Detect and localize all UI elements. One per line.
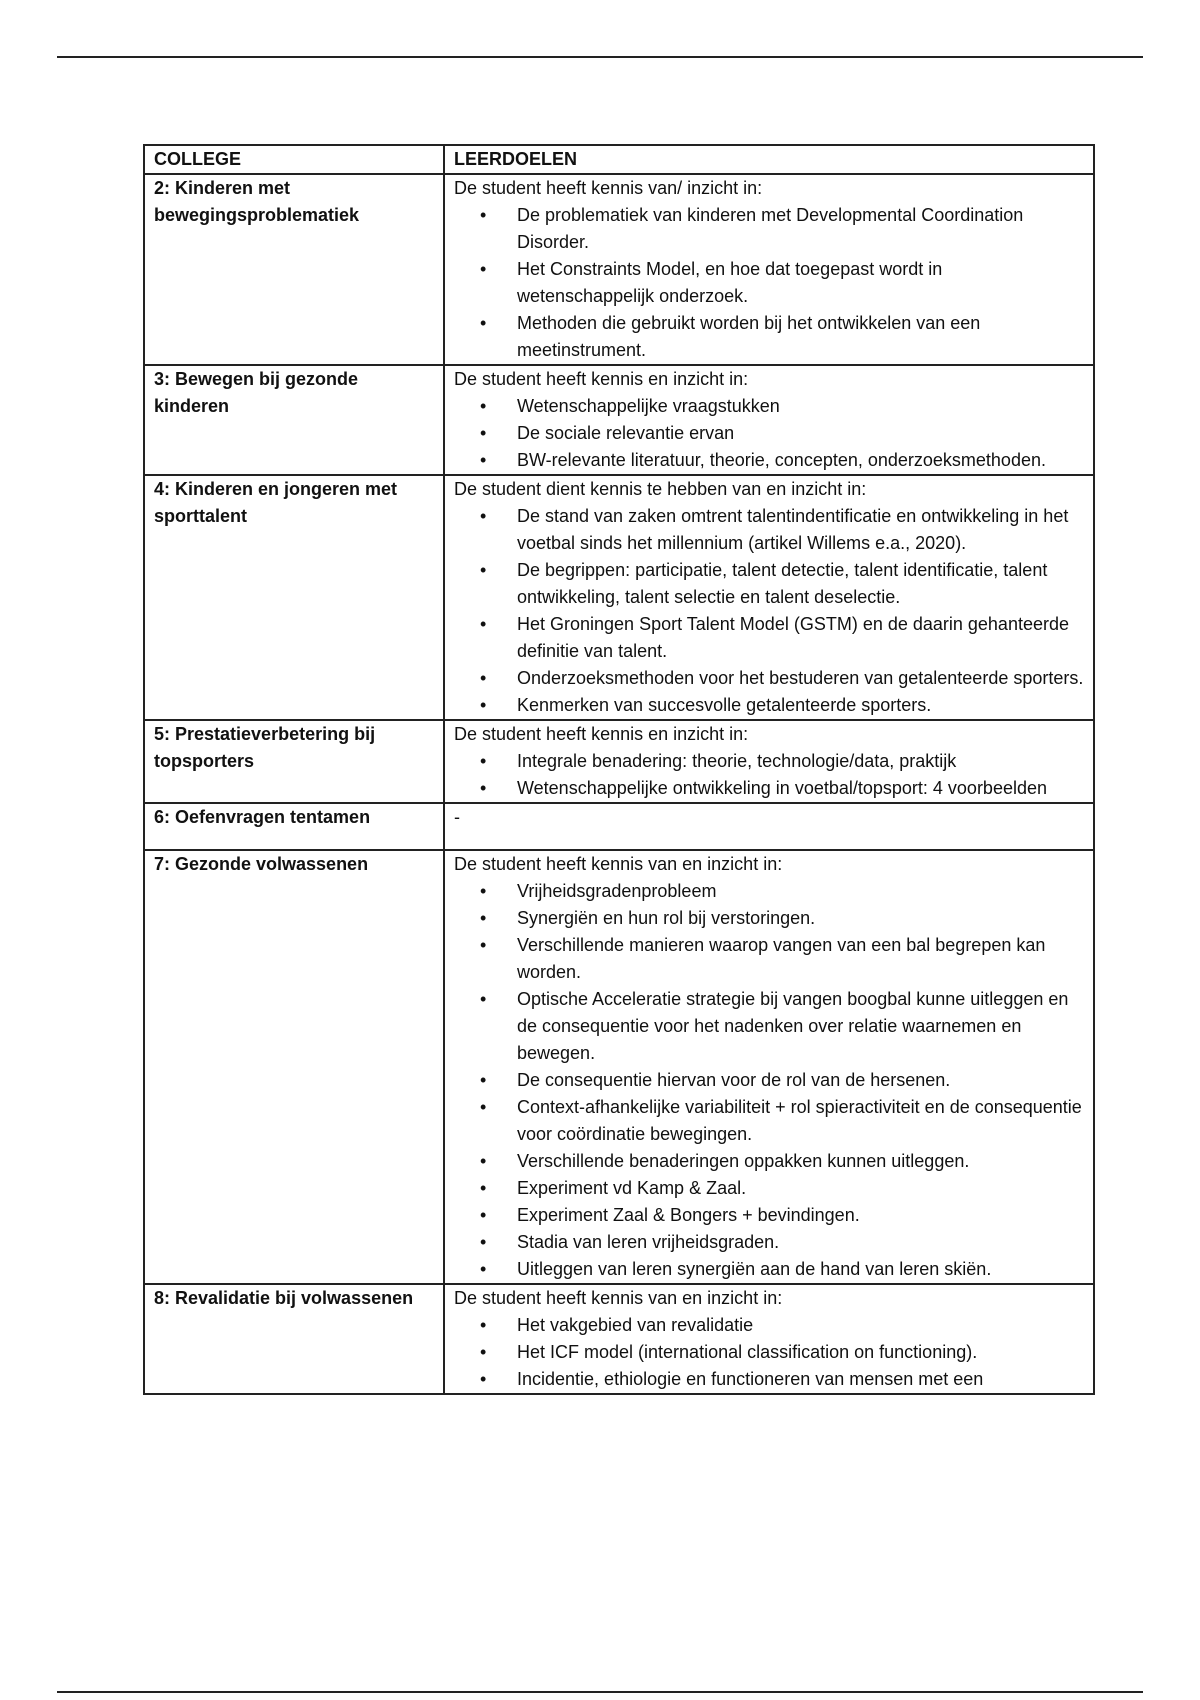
- leerdoelen-list: [454, 878, 1084, 1283]
- list-item: • Optische Acceleratie strategie bij vangen boogbal kunne uitleggen en de consequentie voor het nadenken over relatie waarnemen en bewegen.: [517, 986, 1084, 1067]
- table-row: [144, 475, 1094, 720]
- list-item: • Wetenschappelijke vraagstukken: [517, 393, 1084, 420]
- list-item: • Het Constraints Model, en hoe dat toegepast wordt in wetenschappelijk onderzoek.: [517, 256, 1084, 310]
- table-body: [144, 174, 1094, 1394]
- leerdoelen-list: [454, 503, 1084, 719]
- leerdoelen-intro: De student dient kennis te hebben van en inzicht in:: [454, 479, 867, 499]
- leerdoelen-cell: [444, 1284, 1094, 1394]
- footer-rule: [57, 1691, 1143, 1693]
- list-item: • Het Groningen Sport Talent Model (GSTM) en de daarin gehanteerde definitie van talent.: [517, 611, 1084, 665]
- table-row: [144, 365, 1094, 475]
- college-cell: 6: Oefenvragen tentamen: [144, 803, 444, 850]
- table-row: [144, 174, 1094, 365]
- list-item: • Experiment vd Kamp & Zaal.: [517, 1175, 1084, 1202]
- leerdoelen-list: [454, 748, 1084, 802]
- leerdoelen-intro: De student heeft kennis van en inzicht in:: [454, 1288, 783, 1308]
- list-item: • Experiment Zaal & Bongers + bevindingen.: [517, 1202, 1084, 1229]
- college-cell: 5: Prestatieverbetering bij topsporters: [144, 720, 444, 803]
- college-cell: 2: Kinderen met bewegingsproblematiek: [144, 174, 444, 365]
- leerdoelen-list: [454, 1312, 1084, 1393]
- list-item: • Stadia van leren vrijheidsgraden.: [517, 1229, 1084, 1256]
- list-item: • Integrale benadering: theorie, technologie/data, praktijk: [517, 748, 1084, 775]
- leerdoelen-cell: [444, 174, 1094, 365]
- leerdoelen-intro: De student heeft kennis van en inzicht in:: [454, 854, 783, 874]
- list-item: • Vrijheidsgradenprobleem: [517, 878, 1084, 905]
- college-cell: 4: Kinderen en jongeren met sporttalent: [144, 475, 444, 720]
- list-item: • De problematiek van kinderen met Developmental Coordination Disorder.: [517, 202, 1084, 256]
- list-item: • Incidentie, ethiologie en functioneren van mensen met een: [517, 1366, 1084, 1393]
- table-row: [144, 720, 1094, 803]
- leerdoelen-cell: [444, 720, 1094, 803]
- list-item: • Het ICF model (international classification on functioning).: [517, 1339, 1084, 1366]
- list-item: • De sociale relevantie ervan: [517, 420, 1084, 447]
- header-rule: [57, 56, 1143, 58]
- table-row: [144, 803, 1094, 850]
- column-header-leerdoelen: LEERDOELEN: [444, 145, 1094, 174]
- list-item: • Methoden die gebruikt worden bij het ontwikkelen van een meetinstrument.: [517, 310, 1084, 364]
- leerdoelen-cell: [444, 365, 1094, 475]
- column-header-college: COLLEGE: [144, 145, 444, 174]
- leerdoelen-intro: De student heeft kennis van/ inzicht in:: [454, 178, 763, 198]
- college-cell: 3: Bewegen bij gezonde kinderen: [144, 365, 444, 475]
- list-item: • Wetenschappelijke ontwikkeling in voetbal/topsport: 4 voorbeelden: [517, 775, 1084, 802]
- list-item: • Synergiën en hun rol bij verstoringen.: [517, 905, 1084, 932]
- list-item: • De consequentie hiervan voor de rol van de hersenen.: [517, 1067, 1084, 1094]
- list-item: • Onderzoeksmethoden voor het bestuderen van getalenteerde sporters.: [517, 665, 1084, 692]
- table-row: [144, 850, 1094, 1284]
- leerdoelen-list: [454, 393, 1084, 474]
- college-cell: 7: Gezonde volwassenen: [144, 850, 444, 1284]
- leerdoelen-cell: [444, 475, 1094, 720]
- leerdoelen-intro: De student heeft kennis en inzicht in:: [454, 369, 749, 389]
- college-cell: 8: Revalidatie bij volwassenen: [144, 1284, 444, 1394]
- leerdoelen-list: [454, 202, 1084, 364]
- list-item: • BW-relevante literatuur, theorie, concepten, onderzoeksmethoden.: [517, 447, 1084, 474]
- list-item: • Context-afhankelijke variabiliteit + rol spieractiviteit en de consequentie voor coördinatie bewegingen.: [517, 1094, 1084, 1148]
- list-item: • De stand van zaken omtrent talentindentificatie en ontwikkeling in het voetbal sinds het millennium (artikel Willems e.a., 2020).: [517, 503, 1084, 557]
- leerdoelen-intro: De student heeft kennis en inzicht in:: [454, 724, 749, 744]
- leerdoelen-cell: [444, 850, 1094, 1284]
- list-item: • Het vakgebied van revalidatie: [517, 1312, 1084, 1339]
- leerdoelen-intro: -: [454, 807, 460, 827]
- table-header-row: [144, 145, 1094, 174]
- leerdoelen-cell: [444, 803, 1094, 850]
- table-row: [144, 1284, 1094, 1394]
- list-item: • Uitleggen van leren synergiën aan de hand van leren skiën.: [517, 1256, 1084, 1283]
- list-item: • Verschillende benaderingen oppakken kunnen uitleggen.: [517, 1148, 1084, 1175]
- list-item: • Verschillende manieren waarop vangen van een bal begrepen kan worden.: [517, 932, 1084, 986]
- list-item: • De begrippen: participatie, talent detectie, talent identificatie, talent ontwikkeling, talent selectie en talent deselectie.: [517, 557, 1084, 611]
- list-item: • Kenmerken van succesvolle getalenteerde sporters.: [517, 692, 1084, 719]
- learning-goals-table: [143, 144, 1095, 1395]
